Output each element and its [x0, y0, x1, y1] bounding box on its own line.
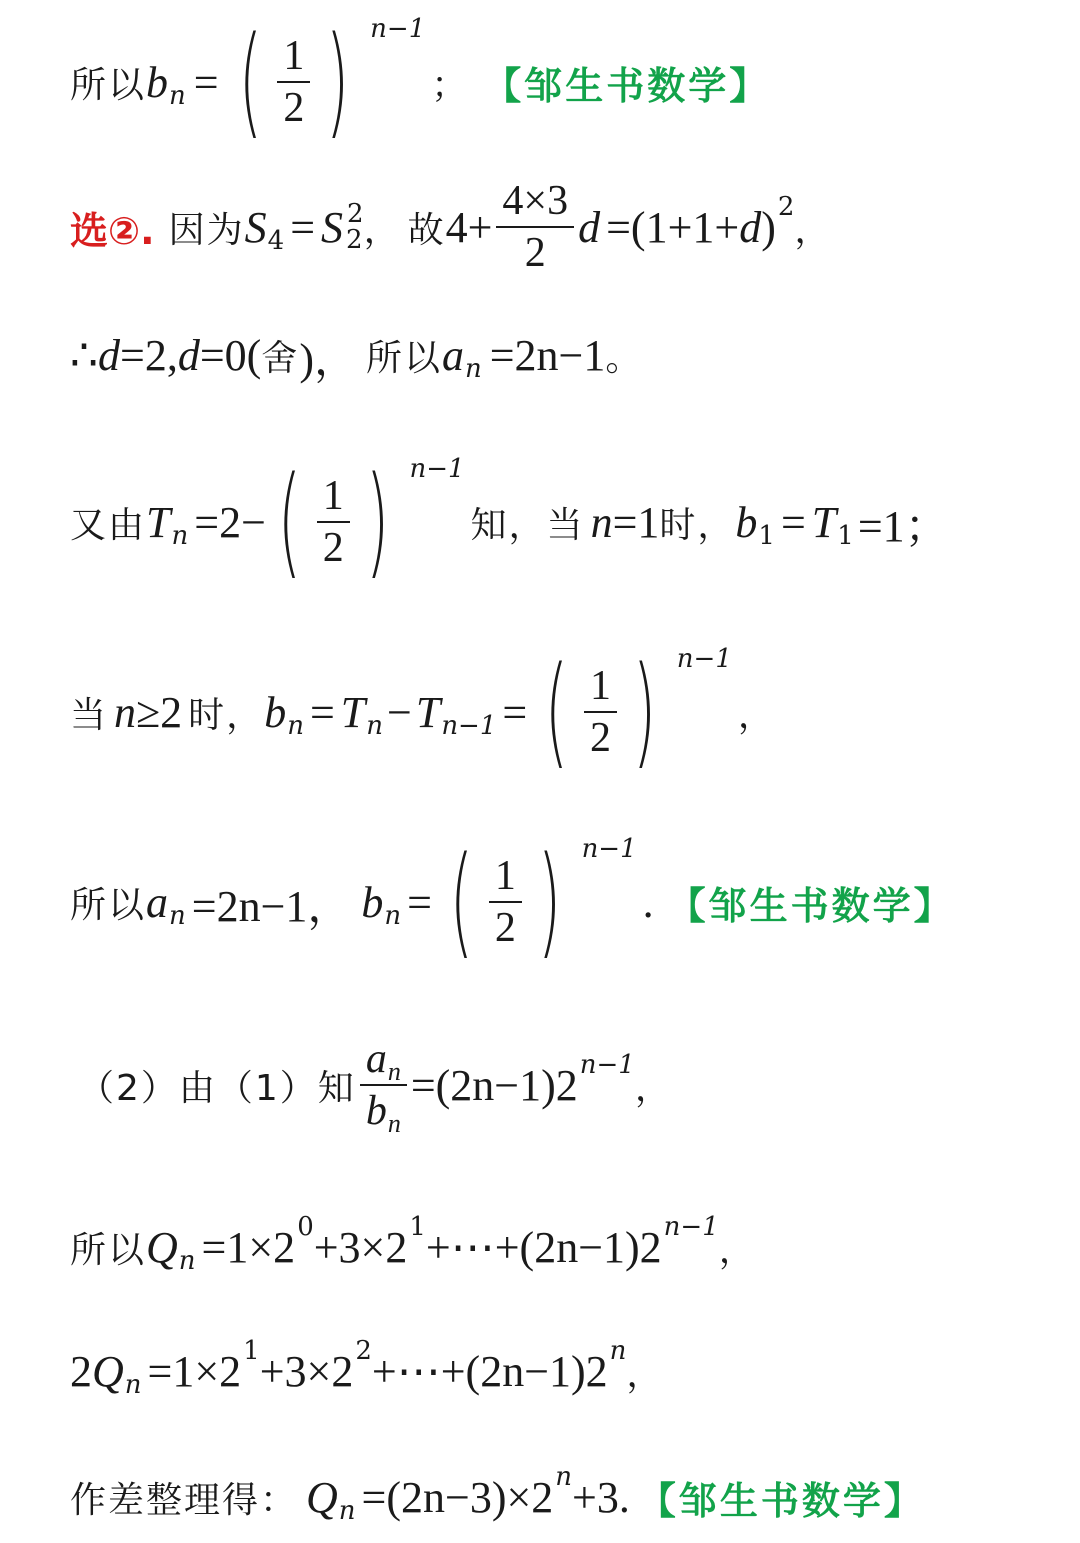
line-4: 又由 T n =2− ( $\frac{1}{2}$ ) n−1 知，当 n =1 时， b 1 = T 1 =1； [70, 452, 949, 591]
line-9: 2 Q n =1×2 1 +3×2 2 +⋯+(2n−1)2 n ， [70, 1336, 665, 1400]
line-2: 选②. 因为 S 4 = S 2 2 ， 故 4+ $\frac{4\times 3}{2}$ d =(1+1+ d ) 2 ， [70, 177, 833, 276]
line-1: 所以 b n = ( $\frac{1}{2}$ ) n−1 ； 【邹生书数学】 [70, 12, 771, 151]
half-power: ( $\frac{1}{2}$ ) n−1 [449, 832, 637, 971]
half-power: ( $\frac{1}{2}$ ) n−1 [544, 642, 732, 781]
half-power: ( $\frac{1}{2}$ ) n−1 [277, 452, 465, 591]
line-6: 所以 a n =2n−1， b n = ( $\frac{1}{2}$ ) n−1 . 【邹生书数学】 [70, 832, 955, 971]
option-label: 选②. [70, 208, 155, 253]
watermark-tag: 【邹生书数学】 [637, 1478, 925, 1523]
line-5: 当 n ≥2 时， b n = T n − T n−1 = ( $\frac{1}{2}$ ) n−1 ， [70, 642, 776, 781]
line-3: ∴ d =2, d =0( 舍 )， 所以 a n =2n−1 。 [70, 330, 644, 384]
line-8: 所以 Q n =1×2 0 +3×2 1 +⋯+(2n−1)2 n−1 ， [70, 1212, 757, 1276]
line-10: 作差整理得： Q n =(2n−3)×2 n +3. 【邹生书数学】 [70, 1462, 925, 1526]
half-power: ( $\frac{1}{2}$ ) n−1 [238, 12, 426, 151]
line-7: （2）由（1）知 $\frac{an}{bn}$ =(2n−1)2 n−1 ， [78, 1035, 673, 1138]
watermark-tag: 【邹生书数学】 [667, 883, 955, 928]
watermark-tag: 【邹生书数学】 [483, 63, 771, 108]
